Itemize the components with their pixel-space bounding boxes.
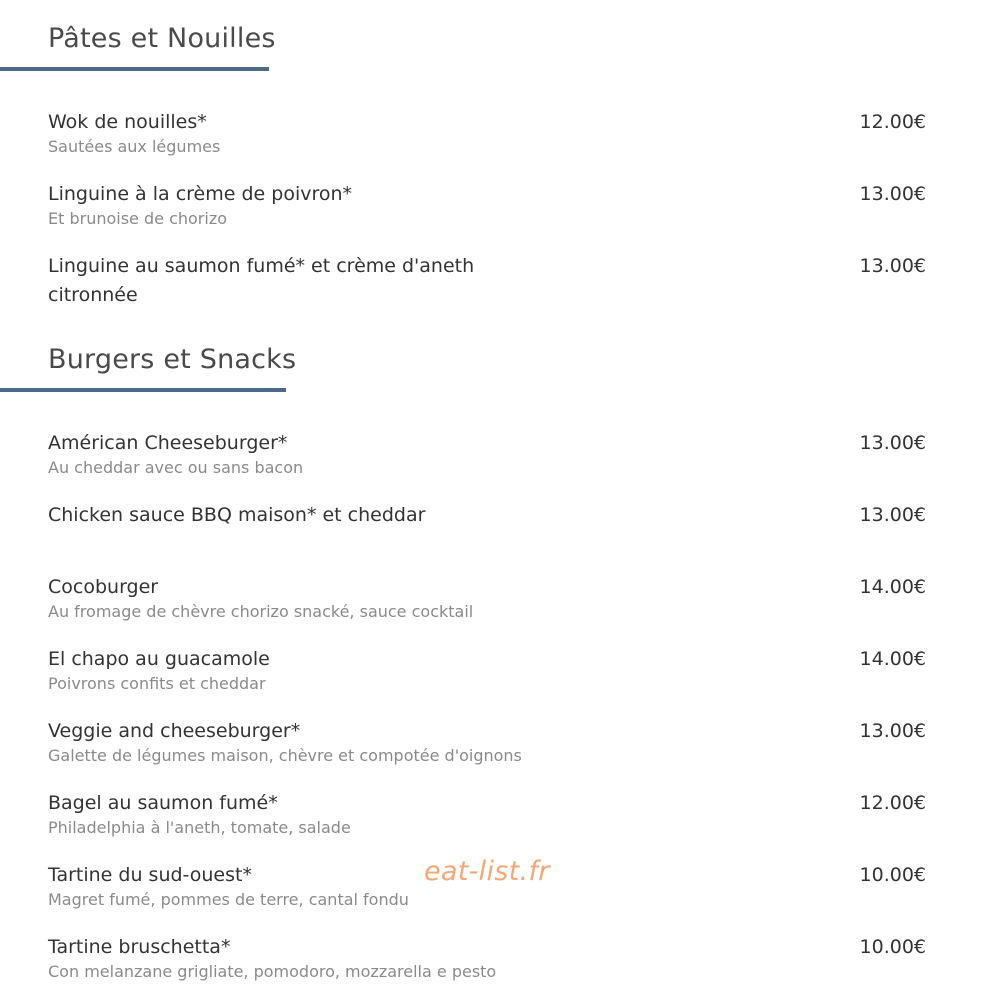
item-price: 12.00€ [859,792,926,814]
item-description: Et brunoise de chorizo [48,209,228,228]
item-price: 13.00€ [859,504,926,526]
item-name: Tartine du sud-ouest* [48,864,252,886]
menu-item [48,108,938,157]
item-description: Philadelphia à l'aneth, tomate, salade [48,818,351,837]
section-title-burgers: Burgers et Snacks [48,344,297,375]
item-name: Américan Cheeseburger* [48,432,288,454]
item-name: Linguine au saumon fumé* et crème d'aneth citronnée [48,255,475,306]
item-description: Sautées aux légumes [48,137,221,156]
item-price: 13.00€ [859,720,926,742]
item-description: Magret fumé, pommes de terre, cantal fondu [48,890,409,909]
section-underline [0,67,269,71]
menu-item [48,429,938,478]
item-description: Galette de légumes maison, chèvre et compotée d'oignons [48,746,522,765]
menu-item [48,501,938,530]
item-description: Au cheddar avec ou sans bacon [48,458,304,477]
section-title-pates: Pâtes et Nouilles [48,23,276,54]
item-price: 13.00€ [859,255,926,277]
menu-item [48,789,938,838]
item-name: Linguine à la crème de poivron* [48,183,353,205]
menu-item [48,933,938,982]
item-name: Cocoburger [48,576,159,598]
item-description: Poivrons confits et cheddar [48,674,266,693]
item-price: 10.00€ [859,864,926,886]
menu-item [48,717,938,766]
section-underline [0,388,286,392]
item-price: 13.00€ [859,432,926,454]
item-price: 13.00€ [859,183,926,205]
item-name: Bagel au saumon fumé* [48,792,278,814]
item-name: Tartine bruschetta* [48,936,231,958]
item-name: El chapo au guacamole [48,648,270,670]
menu-item [48,573,938,622]
menu-item [48,252,938,310]
item-price: 10.00€ [859,936,926,958]
item-name: Chicken sauce BBQ maison* et cheddar [48,504,426,526]
item-name: Wok de nouilles* [48,111,207,133]
item-price: 14.00€ [859,576,926,598]
item-name: Veggie and cheeseburger* [48,720,301,742]
watermark-text: eat-list.fr [424,856,550,887]
item-price: 14.00€ [859,648,926,670]
item-price: 12.00€ [859,111,926,133]
menu-item [48,645,938,694]
menu-item [48,180,938,229]
item-description: Con melanzane grigliate, pomodoro, mozzarella e pesto [48,962,497,981]
item-description: Au fromage de chèvre chorizo snacké, sauce cocktail [48,602,474,621]
